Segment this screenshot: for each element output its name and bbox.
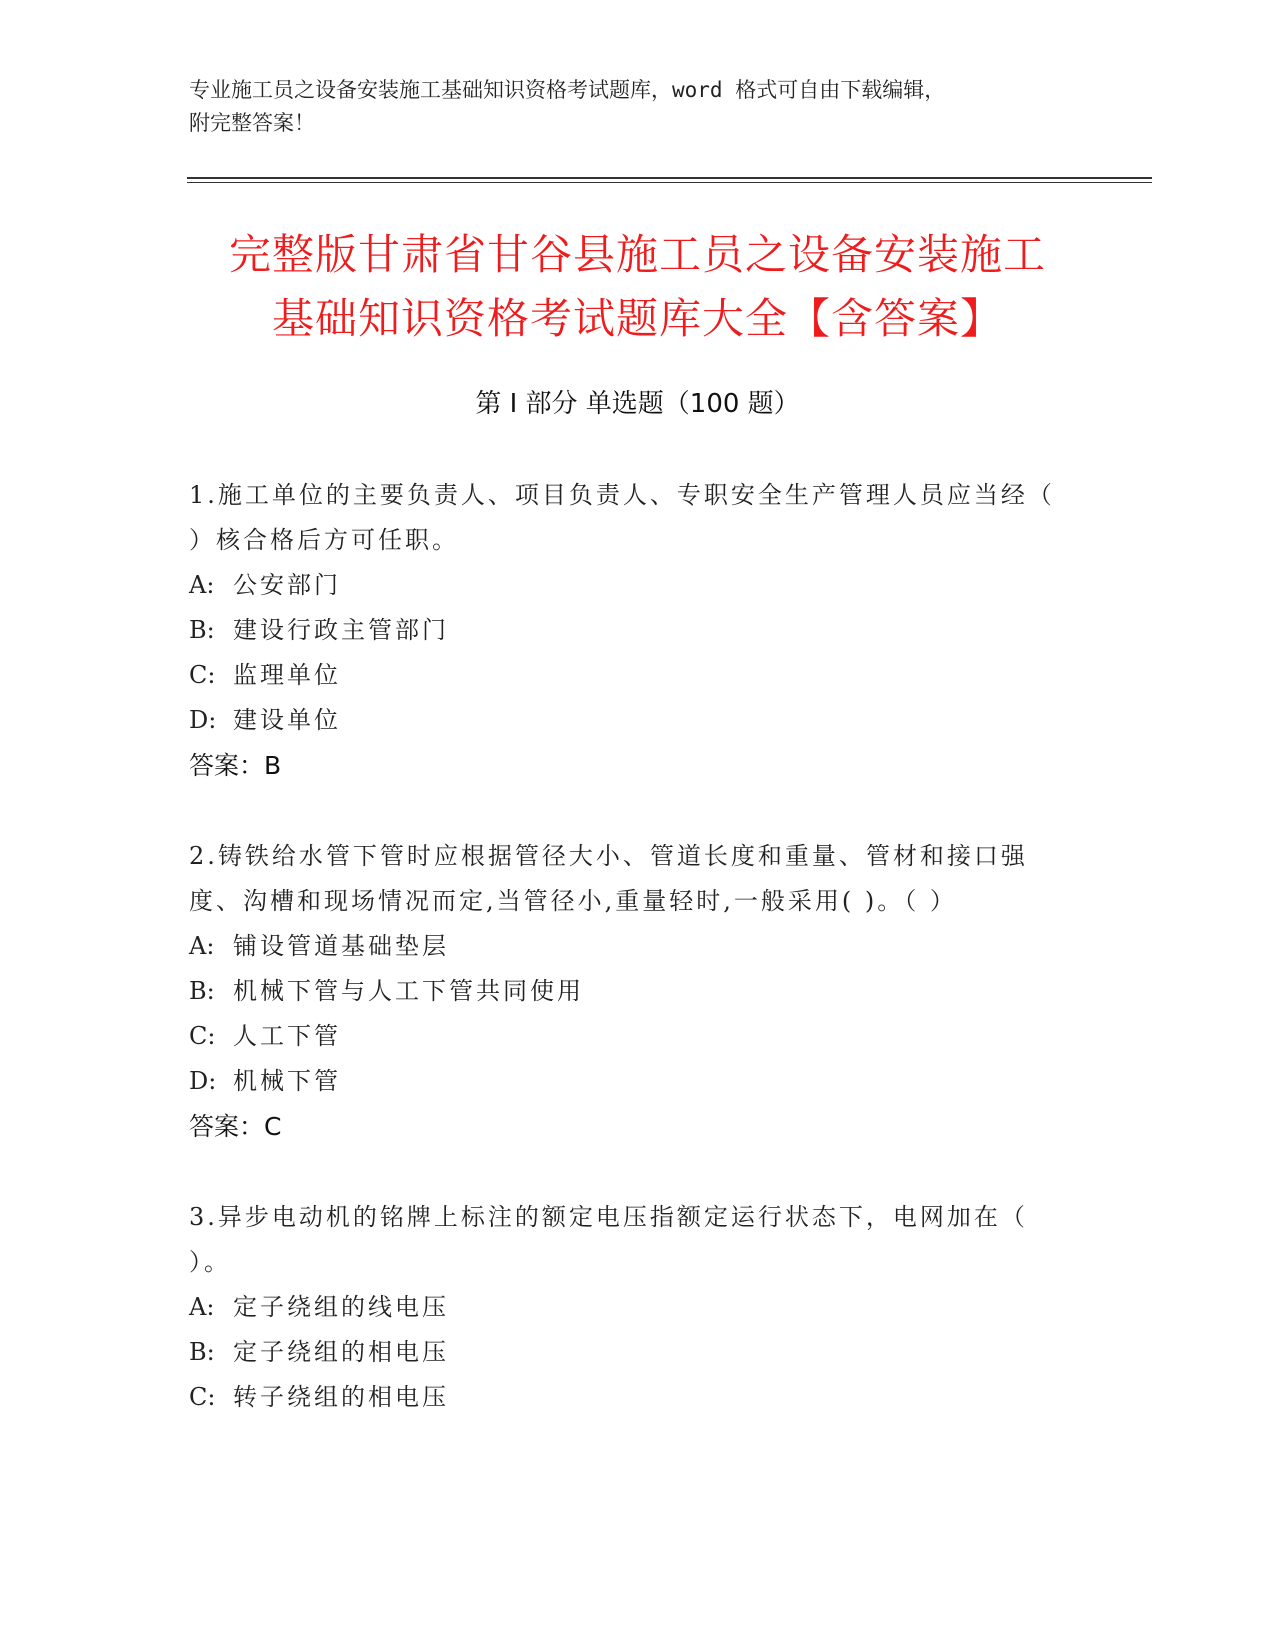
question-stem: 1.施工单位的主要负责人、项目负责人、专职安全生产管理人员应当经（ ）核合格后方可任职。 bbox=[189, 481, 1055, 554]
option-letter: C: bbox=[189, 1022, 216, 1050]
document-title-line-1: 完整版甘肃省甘谷县施工员之设备安装施工 bbox=[228, 230, 1046, 279]
header-rule-thin bbox=[187, 182, 1152, 183]
option-text: 定子绕组的相电压 bbox=[233, 1338, 449, 1366]
option-letter: B: bbox=[189, 977, 215, 1005]
option-text: 监理单位 bbox=[233, 661, 341, 689]
question-list bbox=[189, 473, 1069, 1466]
option-text: 公安部门 bbox=[233, 571, 341, 599]
question-stem: 3.异步电动机的铭牌上标注的额定电压指额定运行状态下，电网加在（ ）。 bbox=[189, 1203, 1028, 1276]
option-letter: C: bbox=[189, 1383, 216, 1411]
document-title bbox=[100, 223, 1175, 351]
option-text: 定子绕组的线电压 bbox=[233, 1293, 449, 1321]
header-note bbox=[189, 74, 1069, 140]
option-b bbox=[189, 1330, 1069, 1375]
option-a bbox=[189, 563, 1069, 608]
option-text: 机械下管 bbox=[233, 1067, 341, 1095]
question-3 bbox=[189, 1195, 1069, 1420]
question-1 bbox=[189, 473, 1069, 788]
option-c bbox=[189, 653, 1069, 698]
question-stem: 2.铸铁给水管下管时应根据管径大小、管道长度和重量、管材和接口强度、沟槽和现场情况而定,当管径小,重量轻时,一般采用( )。（ ） bbox=[189, 842, 1028, 915]
section-heading: 第 I 部分 单选题（100 题） bbox=[475, 389, 800, 419]
option-d bbox=[189, 698, 1069, 743]
option-letter: C: bbox=[189, 661, 216, 689]
option-letter: A: bbox=[189, 1293, 215, 1321]
option-text: 机械下管与人工下管共同使用 bbox=[233, 977, 584, 1005]
option-letter: A: bbox=[189, 932, 215, 960]
option-letter: B: bbox=[189, 616, 215, 644]
option-a bbox=[189, 924, 1069, 969]
document-title-line-2: 基础知识资格考试题库大全【含答案】 bbox=[271, 294, 1003, 343]
option-a bbox=[189, 1285, 1069, 1330]
option-letter: B: bbox=[189, 1338, 215, 1366]
answer-line: 答案：C bbox=[189, 1112, 282, 1141]
question-2 bbox=[189, 834, 1069, 1149]
option-letter: D: bbox=[189, 706, 217, 734]
answer-line: 答案：B bbox=[189, 751, 282, 780]
option-text: 人工下管 bbox=[233, 1022, 341, 1050]
option-b bbox=[189, 608, 1069, 653]
option-letter: D: bbox=[189, 1067, 217, 1095]
option-text: 铺设管道基础垫层 bbox=[233, 932, 449, 960]
option-text: 转子绕组的相电压 bbox=[233, 1383, 449, 1411]
header-note-line-1: 专业施工员之设备安装施工基础知识资格考试题库，word 格式可自由下载编辑， bbox=[189, 78, 946, 102]
header-note-line-2: 附完整答案！ bbox=[189, 111, 315, 135]
option-text: 建设单位 bbox=[233, 706, 341, 734]
option-c bbox=[189, 1375, 1069, 1420]
header-rule-thick bbox=[187, 177, 1152, 179]
option-c bbox=[189, 1014, 1069, 1059]
option-text: 建设行政主管部门 bbox=[233, 616, 449, 644]
option-b bbox=[189, 969, 1069, 1014]
option-d bbox=[189, 1059, 1069, 1104]
option-letter: A: bbox=[189, 571, 215, 599]
